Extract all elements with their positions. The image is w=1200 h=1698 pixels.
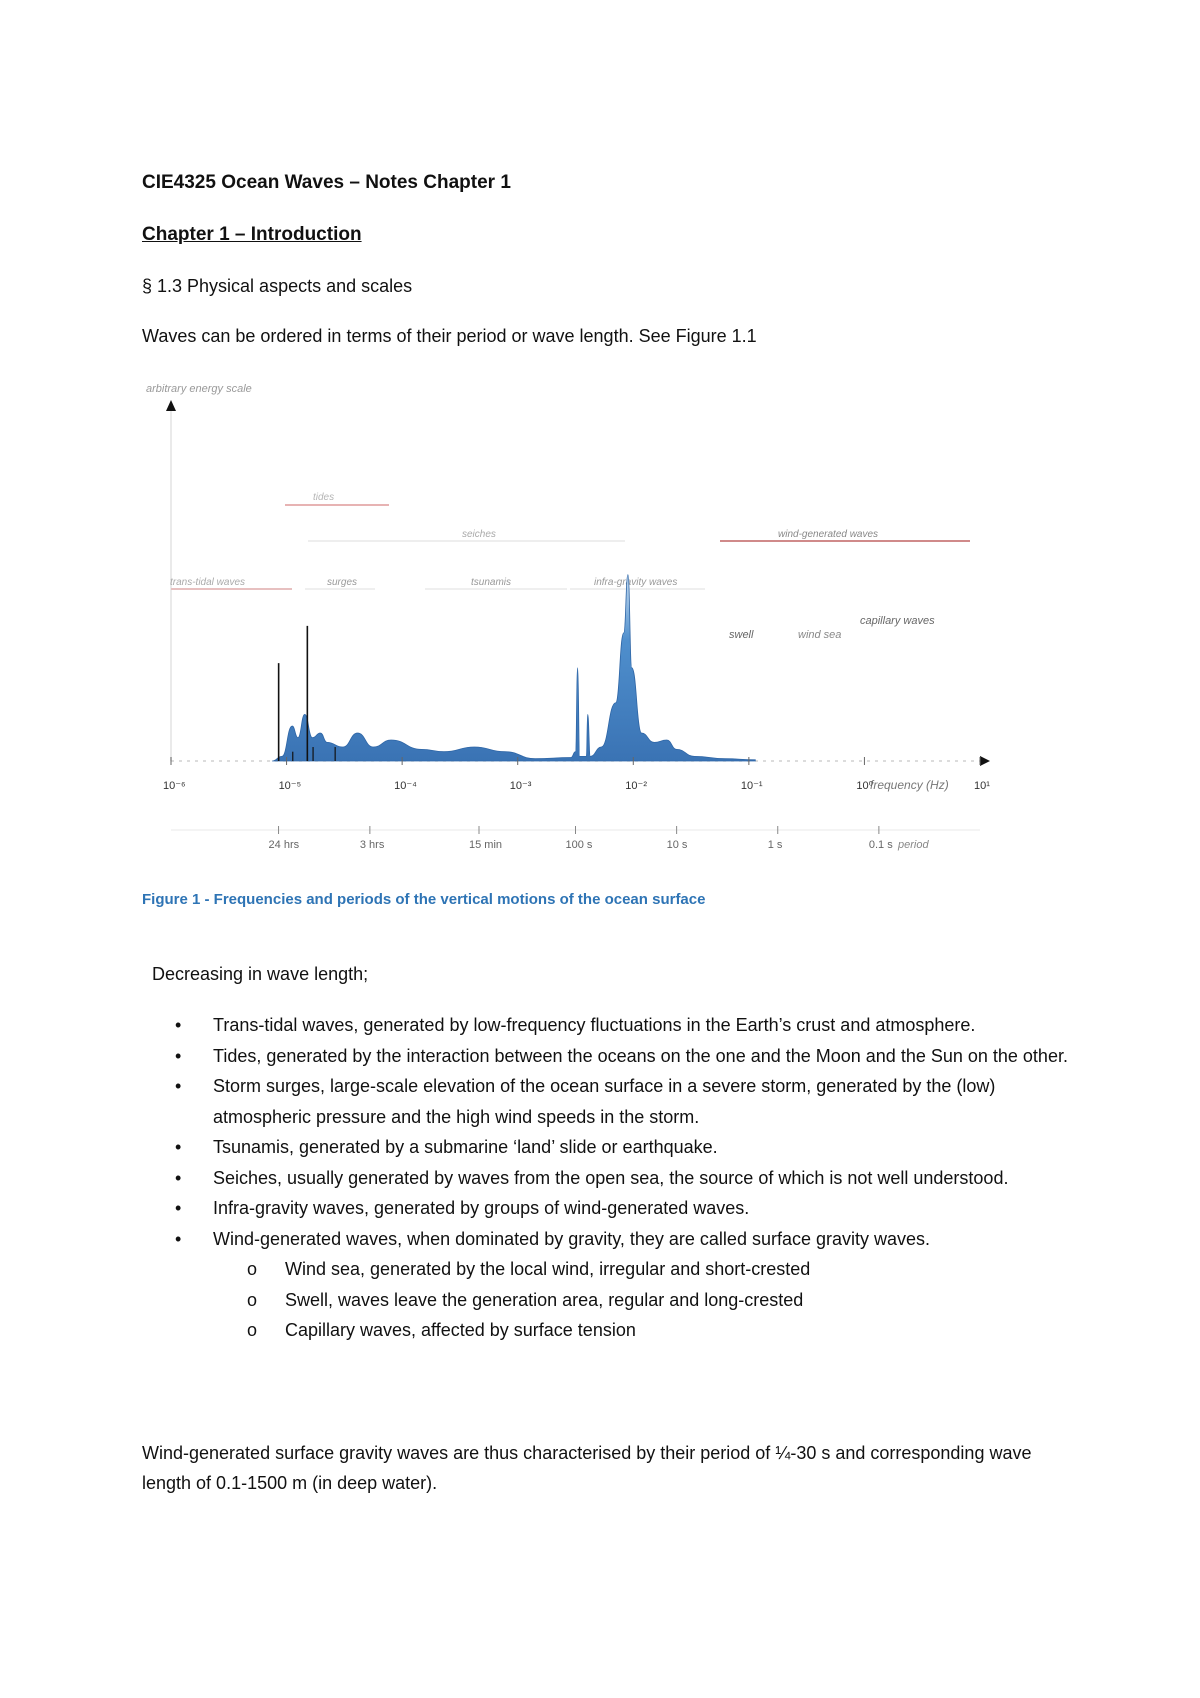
y-axis-arrow [166, 400, 176, 411]
band-label-infra-gravity: infra-gravity waves [594, 577, 678, 588]
period-tick-label: 10 s [666, 839, 688, 851]
band-label-tsunamis: tsunamis [471, 577, 512, 588]
period-tick-label: 15 min [469, 839, 503, 851]
spectrum-figure [142, 378, 1010, 868]
list-item-text: Storm surges, large-scale elevation of the ocean surface in a severe storm, generated by the (low) atmospheric pressure and the high wind speeds in the storm. [213, 1076, 996, 1127]
list-item [175, 1041, 1075, 1072]
x-tick-label: 10⁻³ [509, 780, 532, 792]
x-tick-label: 10⁻⁵ [278, 780, 302, 792]
list-item [175, 1132, 1075, 1163]
x-tick-label: 10⁰ [856, 780, 874, 792]
y-axis-label: arbitrary energy scale [146, 383, 252, 395]
bullet-icon: • [175, 1045, 182, 1066]
section-heading: § 1.3 Physical aspects and scales [142, 276, 413, 296]
x-tick-layer [163, 757, 990, 792]
x-tick-label: 10⁻⁶ [163, 780, 186, 792]
list-item [175, 1193, 1075, 1224]
x-axis-label: frequency (Hz) [870, 778, 949, 792]
closing-paragraph: Wind-generated surface gravity waves are thus characterised by their period of ¼-30 s and corresponding wave length of 0.1-1500 m (in deep water). [142, 1443, 1032, 1493]
period-tick-label: 1 s [767, 839, 783, 851]
list-item-text: Wind-generated waves, when dominated by gravity, they are called surface gravity waves. [213, 1228, 931, 1249]
list-item-text: Seiches, usually generated by waves from the open sea, the source of which is not well understood. [213, 1167, 1009, 1188]
peak-label-capillary: capillary waves [860, 615, 935, 627]
list-item-text: Trans-tidal waves, generated by low-frequency fluctuations in the Earth’s crust and atmosphere. [213, 1015, 976, 1035]
bullet-icon: • [175, 1228, 182, 1249]
sub-list-item [175, 1315, 1075, 1346]
x-tick-label: 10¹ [974, 780, 990, 792]
chapter-heading: Chapter 1 – Introduction [142, 224, 362, 245]
document-title: CIE4325 Ocean Waves – Notes Chapter 1 [142, 172, 511, 193]
x-tick-label: 10⁻¹ [740, 780, 763, 792]
wave-type-list [175, 1010, 1075, 1346]
list-item-text: Infra-gravity waves, generated by groups of wind-generated waves. [213, 1198, 750, 1218]
period-tick-label: 100 s [565, 839, 593, 851]
sub-list-item [175, 1285, 1075, 1316]
sub-bullet-icon: o [247, 1259, 258, 1279]
spectrum-chart [142, 378, 1010, 868]
band-label-surges: surges [327, 577, 358, 588]
x-tick-label: 10⁻² [625, 780, 648, 792]
period-tick-label: 24 hrs [268, 839, 300, 851]
list-intro: Decreasing in wave length; [152, 964, 369, 984]
bullet-icon: • [175, 1167, 182, 1188]
sub-list-item-text: Wind sea, generated by the local wind, irregular and short-crested [285, 1259, 811, 1279]
list-item-text: Tides, generated by the interaction between the oceans on the one and the Moon and the Sun on the other. [213, 1045, 1068, 1066]
bullet-icon: • [175, 1198, 182, 1218]
spectrum-area [272, 575, 755, 761]
x-tick-label: 10⁻⁴ [394, 780, 417, 792]
list-item [175, 1071, 1075, 1132]
band-label-trans-tidal: trans-tidal waves [170, 577, 246, 588]
spectrum-layer [272, 575, 755, 761]
sub-list-item-text: Swell, waves leave the generation area, regular and long-crested [285, 1289, 804, 1310]
list-item-text: Tsunamis, generated by a submarine ‘land’ slide or earthquake. [213, 1137, 718, 1157]
intro-paragraph: Waves can be ordered in terms of their period or wave length. See Figure 1.1 [142, 326, 757, 346]
period-tick-label: 0.1 s [868, 839, 893, 851]
x-axis-arrow [980, 756, 990, 766]
band-label-wind-generated: wind-generated waves [778, 529, 879, 540]
bullet-icon: • [175, 1015, 182, 1035]
band-label-tides: tides [313, 492, 335, 503]
peak-label-swell: swell [729, 629, 754, 641]
list-item [175, 1010, 1075, 1041]
peak-label-wind-sea: wind sea [798, 629, 842, 641]
list-item [175, 1224, 1075, 1255]
sub-list-item [175, 1254, 1075, 1285]
sub-bullet-icon: o [247, 1289, 258, 1310]
bullet-icon: • [175, 1137, 182, 1157]
list-item [175, 1163, 1075, 1194]
band-label-seiches: seiches [462, 529, 496, 540]
figure-caption: Figure 1 - Frequencies and periods of the vertical motions of the ocean surface [142, 891, 706, 908]
period-tick-label: 3 hrs [359, 839, 385, 851]
bullet-icon: • [175, 1076, 182, 1096]
sub-bullet-icon: o [247, 1320, 258, 1340]
sub-list-item-text: Capillary waves, affected by surface tension [285, 1320, 636, 1340]
period-axis-label: period [898, 839, 929, 851]
